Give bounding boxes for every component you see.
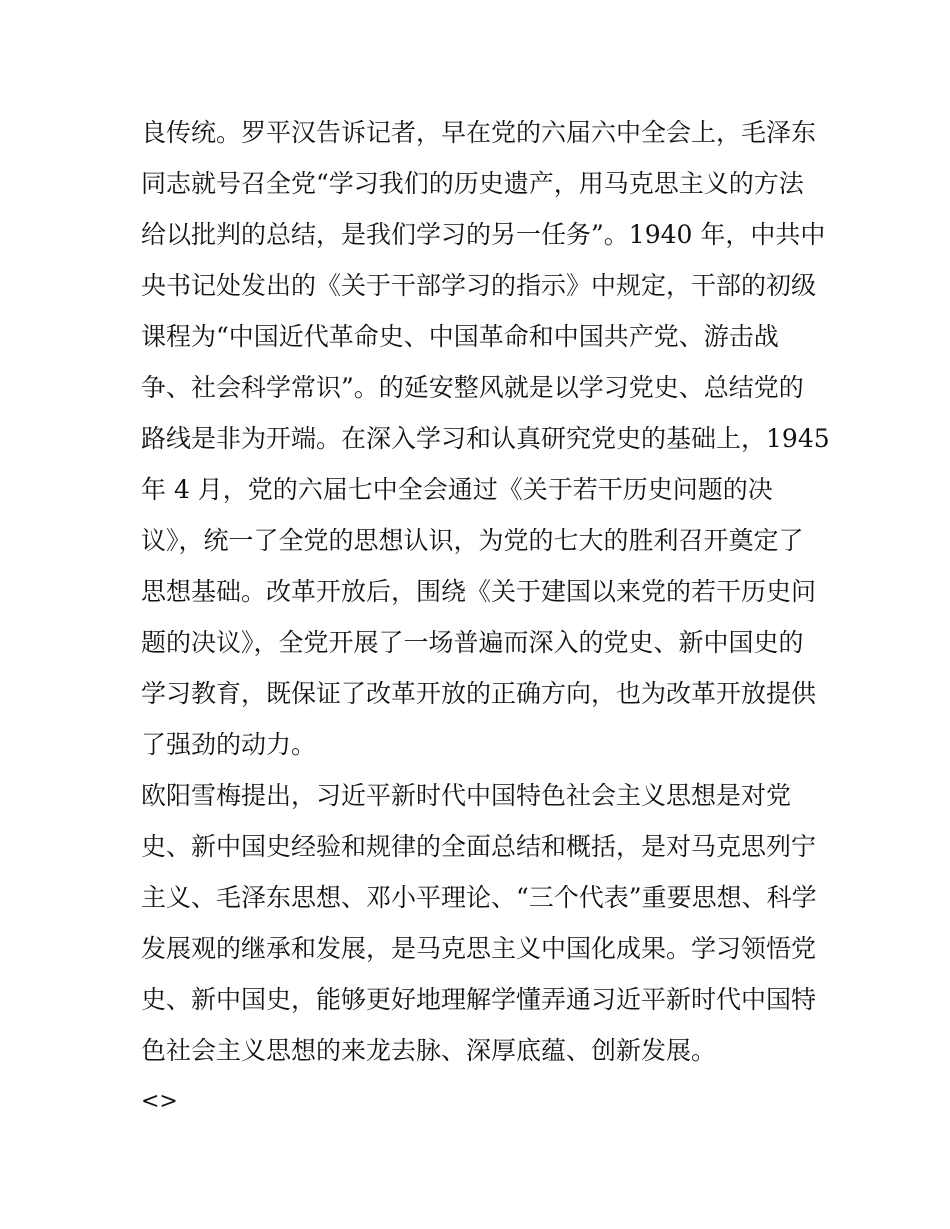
- document-body: [141, 107, 830, 1127]
- text-line: 同志就号召全党“学习我们的历史遗产，用马克思主义的方法: [141, 169, 804, 198]
- text-line: 思想基础。改革开放后，围绕《关于建国以来党的若干历史问: [141, 577, 817, 606]
- text-line: 史、新中国史，能够更好地理解学懂弄通习近平新时代中国特: [141, 985, 817, 1014]
- text-line: 发展观的继承和发展，是马克思主义中国化成果。学习领悟党: [141, 934, 817, 963]
- text-line: 色社会主义思想的来龙去脉、深厚底蕴、创新发展。: [141, 1036, 717, 1065]
- text-line: 题的决议》，全党开展了一场普遍而深入的党史、新中国史的: [141, 628, 804, 657]
- text-line: 央书记处发出的《关于干部学习的指示》中规定，干部的初级: [141, 271, 817, 300]
- paragraph-2: [141, 770, 821, 1076]
- text-line: 学习教育，既保证了改革开放的正确方向，也为改革开放提供: [141, 679, 817, 708]
- text-line: 了强劲的动力。: [141, 730, 317, 759]
- text-line: 争、社会科学常识”。的延安整风就是以学习党史、总结党的: [141, 373, 804, 402]
- text-line: 主义、毛泽东思想、邓小平理论、“三个代表”重要思想、科学: [141, 883, 817, 912]
- text-line: 年 4 月，党的六届七中全会通过《关于若干历史问题的决: [141, 475, 773, 504]
- text-line: 课程为“中国近代革命史、中国革命和中国共产党、游击战: [141, 322, 779, 351]
- text-line: 良传统。罗平汉告诉记者，早在党的六届六中全会上，毛泽东: [141, 118, 817, 147]
- text-line: 路线是非为开端。在深入学习和认真研究党史的基础上，1945: [141, 424, 830, 453]
- text-line: 议》，统一了全党的思想认识，为党的七大的胜利召开奠定了: [141, 526, 804, 555]
- paragraph-1: [141, 107, 830, 770]
- end-marker: <>: [141, 1089, 178, 1114]
- text-line: 给以批判的总结，是我们学习的另一任务”。1940 年，中共中: [141, 220, 826, 249]
- text-line: 欧阳雪梅提出，习近平新时代中国特色社会主义思想是对党: [141, 781, 792, 810]
- text-line: 史、新中国史经验和规律的全面总结和概括，是对马克思列宁: [141, 832, 817, 861]
